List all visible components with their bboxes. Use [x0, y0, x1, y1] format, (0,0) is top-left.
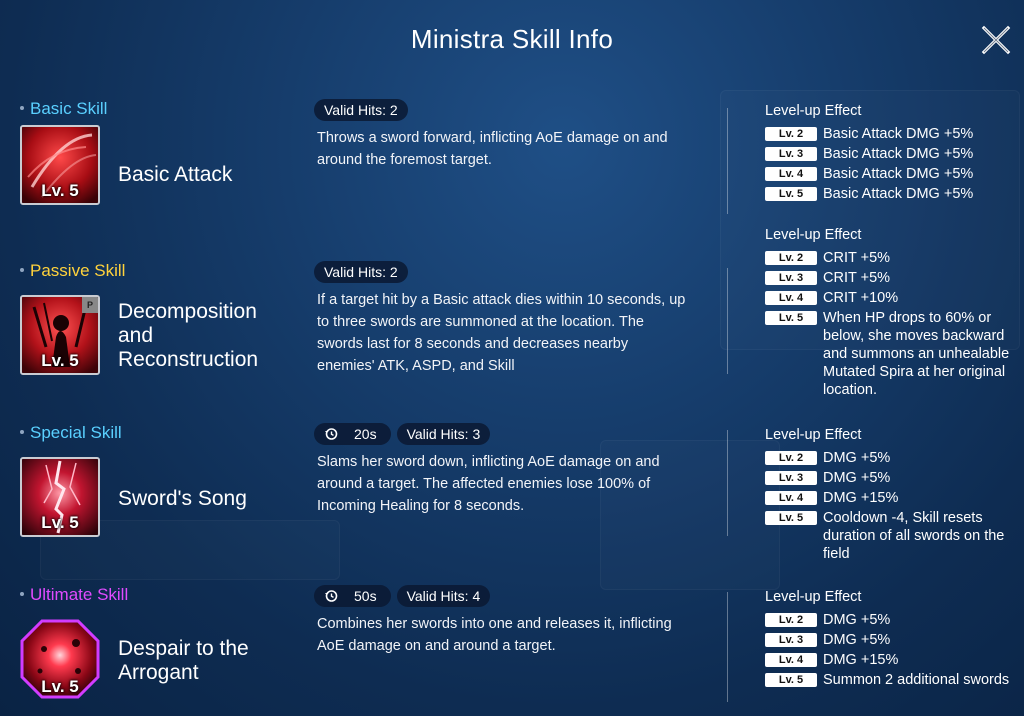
skill-level: Lv. 5: [41, 677, 79, 696]
skill-name: Despair to the Arrogant: [118, 637, 249, 684]
valid-hits-badge: Valid Hits: 2: [314, 99, 408, 121]
close-button[interactable]: [976, 20, 1016, 60]
page-title: Ministra Skill Info: [410, 24, 614, 54]
skill-badges: [314, 585, 490, 607]
skill-icon-special[interactable]: [20, 457, 100, 537]
cooldown-badge: 20s: [314, 423, 391, 445]
clock-history-icon: [324, 589, 338, 603]
effect-row: Lv. 4 Basic Attack DMG +5%: [765, 165, 1015, 183]
close-icon: [976, 20, 1016, 60]
cooldown-badge: 50s: [314, 585, 391, 607]
effect-row: Lv. 2 Basic Attack DMG +5%: [765, 125, 1015, 143]
effect-row: Lv. 5 Summon 2 additional swords: [765, 671, 1015, 689]
effect-row: Lv. 3 DMG +5%: [765, 469, 1015, 487]
clock-history-icon: [324, 427, 338, 441]
effect-row: Lv. 5 Basic Attack DMG +5%: [765, 185, 1015, 203]
skill-icon-ultimate[interactable]: [20, 619, 100, 699]
effect-row: Lv. 2 CRIT +5%: [765, 249, 1015, 267]
effect-row: Lv. 3 DMG +5%: [765, 631, 1015, 649]
skill-description: Combines her swords into one and releases it, inflicting AoE damage on and around a target.: [317, 616, 672, 654]
effect-row: Lv. 4 DMG +15%: [765, 651, 1015, 669]
effect-row: Lv. 2 DMG +5%: [765, 611, 1015, 629]
level-up-heading: Level-up Effect: [765, 589, 862, 605]
skill-name: Sword's Song: [118, 487, 247, 510]
effect-row: Lv. 3 Basic Attack DMG +5%: [765, 145, 1015, 163]
level-up-effects: [765, 103, 1015, 205]
skill-description: Slams her sword down, inflicting AoE damage on and around a target. The affected enemies lose 100% of Incoming Healing for 8 seconds.: [317, 454, 660, 514]
skill-description: Throws a sword forward, inflicting AoE damage on and around the foremost target.: [317, 130, 668, 168]
skill-level: Lv. 5: [41, 181, 79, 200]
level-up-heading: Level-up Effect: [765, 103, 862, 119]
skill-badges: [314, 423, 490, 445]
level-up-effects: [765, 589, 1015, 691]
skill-row-special: [0, 423, 1024, 583]
skill-type-label: Ultimate Skill: [20, 585, 128, 605]
effect-row: Lv. 5 When HP drops to 60% or below, she moves backward and summons an unhealable Mutated Spira at her original location.: [765, 309, 1015, 399]
skill-level: Lv. 5: [41, 351, 79, 370]
skill-type-label: Passive Skill: [20, 261, 125, 281]
skill-description: If a target hit by a Basic attack dies within 10 seconds, up to three swords are summoned at the location. The swords last for 8 seconds and decreases nearby enemies' ATK, ASPD, and Skill: [317, 292, 686, 374]
effect-row: Lv. 2 DMG +5%: [765, 449, 1015, 467]
skill-icon-passive[interactable]: [20, 295, 100, 375]
passive-badge: P: [82, 297, 98, 313]
skill-name: Basic Attack: [118, 163, 233, 186]
skill-badges: [314, 99, 408, 121]
effect-row: Lv. 3 CRIT +5%: [765, 269, 1015, 287]
effect-row: Lv. 4 CRIT +10%: [765, 289, 1015, 307]
skill-badges: [314, 261, 408, 283]
valid-hits-badge: Valid Hits: 4: [397, 585, 491, 607]
skill-level: Lv. 5: [41, 513, 79, 532]
valid-hits-badge: Valid Hits: 2: [314, 261, 408, 283]
skill-row-passive: [0, 227, 1024, 421]
level-up-effects: [765, 427, 1015, 565]
level-up-heading: Level-up Effect: [765, 227, 862, 243]
skill-row-ultimate: [0, 585, 1024, 716]
level-up-heading: Level-up Effect: [765, 427, 862, 443]
skill-type-label: Basic Skill: [20, 99, 107, 119]
skill-type-label: Special Skill: [20, 423, 122, 443]
skill-name: Decomposition and Reconstruction: [118, 300, 259, 371]
effect-row: Lv. 5 Cooldown -4, Skill resets duration of all swords on the field: [765, 509, 1015, 563]
level-up-effects: [765, 227, 1015, 401]
effect-row: Lv. 4 DMG +15%: [765, 489, 1015, 507]
skill-icon-basic[interactable]: [20, 125, 100, 205]
valid-hits-badge: Valid Hits: 3: [397, 423, 491, 445]
